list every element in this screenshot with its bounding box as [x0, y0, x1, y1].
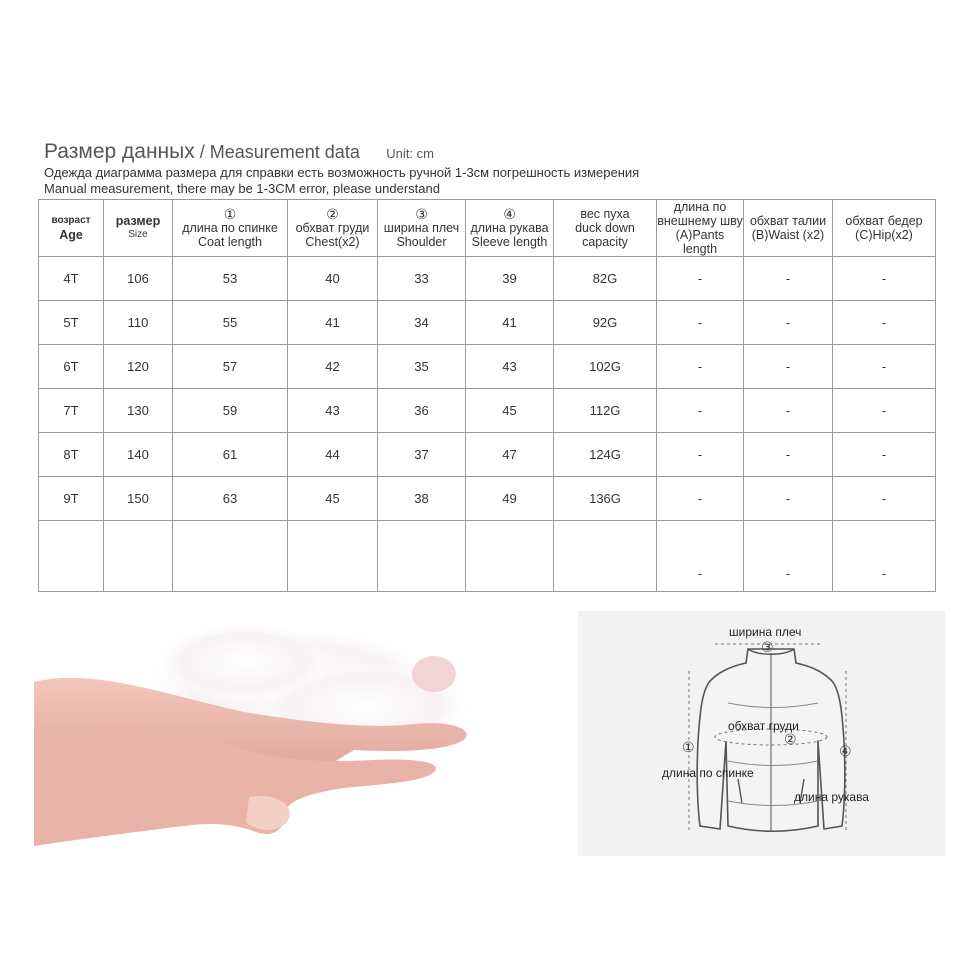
- diagram-number-shoulder: ③: [761, 639, 774, 655]
- cell-sleeve: 41: [466, 300, 554, 344]
- cell-down: 112G: [554, 388, 657, 432]
- header-down-capacity: вес пуха duck down capacity: [554, 200, 657, 257]
- cell-age: 8T: [39, 432, 104, 476]
- title-russian: Размер данных: [44, 140, 195, 163]
- table-row: [39, 476, 936, 520]
- cell-size: 140: [104, 432, 173, 476]
- cell-age: [39, 520, 104, 591]
- cell-coat-length: 53: [173, 257, 288, 301]
- cell-shoulder: 34: [378, 300, 466, 344]
- cell-waist: -: [744, 476, 833, 520]
- cell-waist: -: [744, 257, 833, 301]
- cell-coat-length: 57: [173, 344, 288, 388]
- cell-waist: -: [744, 432, 833, 476]
- cell-size: [104, 520, 173, 591]
- cell-size: 150: [104, 476, 173, 520]
- diagram-label-chest: обхват груди: [728, 719, 799, 733]
- note-russian: Одежда диаграмма размера для справки есть возможность ручной 1-3см погрешность измерения: [44, 165, 640, 180]
- header-age: возраст Age: [39, 200, 104, 257]
- table-row: [39, 388, 936, 432]
- header-coat-length: ① длина по спинке Coat length: [173, 200, 288, 257]
- cell-sleeve: 43: [466, 344, 554, 388]
- unit-label: Unit: cm: [386, 146, 434, 161]
- table-row: [39, 432, 936, 476]
- cell-down: 124G: [554, 432, 657, 476]
- cell-shoulder: 37: [378, 432, 466, 476]
- cell-pants: -: [657, 388, 744, 432]
- table-row: [39, 300, 936, 344]
- cell-age: 7T: [39, 388, 104, 432]
- cell-shoulder: 35: [378, 344, 466, 388]
- page-title: [44, 140, 434, 164]
- cell-hip: -: [833, 344, 936, 388]
- cell-down: [554, 520, 657, 591]
- table-row: [39, 344, 936, 388]
- cell-hip: -: [833, 388, 936, 432]
- cell-sleeve: 45: [466, 388, 554, 432]
- jacket-measurement-diagram: [578, 611, 945, 856]
- cell-size: 120: [104, 344, 173, 388]
- cell-pants: -: [657, 257, 744, 301]
- title-separator: /: [194, 142, 210, 162]
- cell-shoulder: 33: [378, 257, 466, 301]
- hands-illustration: [34, 612, 524, 850]
- header-chest: ② обхват груди Chest(x2): [288, 200, 378, 257]
- diagram-number-sleeve: ④: [839, 743, 852, 759]
- table-row: [39, 257, 936, 301]
- diagram-number-chest: ②: [784, 731, 797, 747]
- cell-age: 9T: [39, 476, 104, 520]
- cell-hip: -: [833, 300, 936, 344]
- cell-down: 82G: [554, 257, 657, 301]
- cell-pants: -: [657, 476, 744, 520]
- header-hip: обхват бедер (C)Hip(x2): [833, 200, 936, 257]
- cell-chest: 41: [288, 300, 378, 344]
- cell-sleeve: 39: [466, 257, 554, 301]
- diagram-number-coat-length: ①: [682, 739, 695, 755]
- cell-waist: -: [744, 520, 833, 591]
- cell-chest: 44: [288, 432, 378, 476]
- table-header-row: [39, 200, 936, 257]
- cell-down: 136G: [554, 476, 657, 520]
- cell-chest: 43: [288, 388, 378, 432]
- cell-hip: -: [833, 520, 936, 591]
- cell-chest: 45: [288, 476, 378, 520]
- cell-waist: -: [744, 344, 833, 388]
- size-table: [38, 199, 936, 592]
- cell-pants: -: [657, 344, 744, 388]
- cell-size: 110: [104, 300, 173, 344]
- cell-hip: -: [833, 257, 936, 301]
- diagram-label-shoulder: ширина плеч: [729, 625, 802, 639]
- diagram-label-coat-length: длина по спинке: [662, 766, 754, 780]
- cell-pants: -: [657, 300, 744, 344]
- header-pants-length: длина по внешнему шву (A)Pants length: [657, 200, 743, 256]
- cell-pants: -: [657, 432, 744, 476]
- title-english: Measurement data: [209, 142, 360, 162]
- cell-shoulder: 38: [378, 476, 466, 520]
- cell-chest: 42: [288, 344, 378, 388]
- cell-coat-length: 55: [173, 300, 288, 344]
- cell-size: 106: [104, 257, 173, 301]
- header-size: размер Size: [104, 200, 173, 257]
- cell-size: 130: [104, 388, 173, 432]
- cell-down: 92G: [554, 300, 657, 344]
- cell-sleeve: [466, 520, 554, 591]
- cell-shoulder: 36: [378, 388, 466, 432]
- cell-sleeve: 49: [466, 476, 554, 520]
- cell-waist: -: [744, 300, 833, 344]
- header-sleeve-length: ④ длина рукава Sleeve length: [466, 200, 554, 257]
- cell-down: 102G: [554, 344, 657, 388]
- cell-shoulder: [378, 520, 466, 591]
- cell-chest: 40: [288, 257, 378, 301]
- diagram-label-sleeve: длина рукава: [794, 790, 869, 804]
- cell-chest: [288, 520, 378, 591]
- table-row: [39, 520, 936, 591]
- header-shoulder: ③ ширина плеч Shoulder: [378, 200, 466, 257]
- cell-coat-length: 59: [173, 388, 288, 432]
- cell-pants: -: [657, 520, 744, 591]
- cell-age: 5T: [39, 300, 104, 344]
- cell-coat-length: 61: [173, 432, 288, 476]
- cell-waist: -: [744, 388, 833, 432]
- header-waist: обхват талии (B)Waist (x2): [744, 200, 833, 257]
- cell-hip: -: [833, 432, 936, 476]
- note-english: Manual measurement, there may be 1-3CM error, please understand: [44, 181, 440, 196]
- cell-age: 6T: [39, 344, 104, 388]
- cell-age: 4T: [39, 257, 104, 301]
- cell-coat-length: [173, 520, 288, 591]
- cell-coat-length: 63: [173, 476, 288, 520]
- cell-hip: -: [833, 476, 936, 520]
- hands-holding-down-image: [34, 612, 524, 850]
- cell-sleeve: 47: [466, 432, 554, 476]
